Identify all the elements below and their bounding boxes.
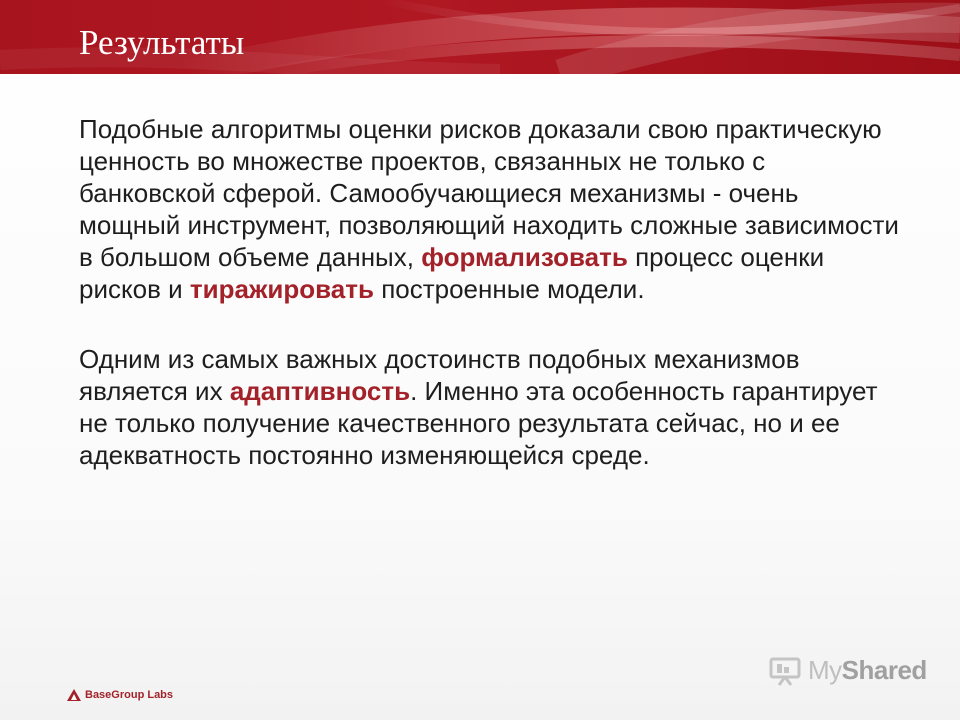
paragraph-2-text-a: Одним из самых важных достоинств подобных механизмов является их	[79, 344, 800, 406]
paragraph-1	[79, 113, 899, 305]
paragraph-2	[79, 343, 899, 471]
watermark-my: My	[808, 655, 842, 685]
paragraph-1-text-c: построенные модели.	[373, 274, 645, 304]
basegroup-logo	[66, 688, 173, 702]
highlight-adaptivity: адаптивность	[229, 376, 411, 406]
highlight-replicate: тиражировать	[189, 274, 374, 304]
presentation-icon	[768, 656, 802, 686]
watermark-shared: Shared	[841, 655, 927, 685]
slide-title: Результаты	[79, 23, 245, 62]
title-bar	[0, 0, 960, 74]
slide-body	[79, 113, 899, 471]
highlight-formalize: формализовать	[421, 242, 628, 272]
paragraph-1-text-b: процесс оценки рисков и	[79, 242, 825, 304]
paragraph-1-text-a: Подобные алгоритмы оценки рисков доказали свою практическую ценность во множестве проектов, связанных не только с банковской сферой. Самообучающиеся механизмы - очень мощный инструмент, позволяющий находить сложные зависимости в большом объеме данных,	[79, 114, 899, 272]
paragraph-2-text-b: . Именно эта особенность гарантирует не только получение качественного результата сейчас, но и ее адекватность постоянно изменяющейся среде.	[79, 376, 878, 470]
brand-name: BaseGroup Labs	[85, 689, 174, 701]
basegroup-triangle-icon	[66, 688, 82, 702]
myshared-watermark	[768, 655, 927, 686]
